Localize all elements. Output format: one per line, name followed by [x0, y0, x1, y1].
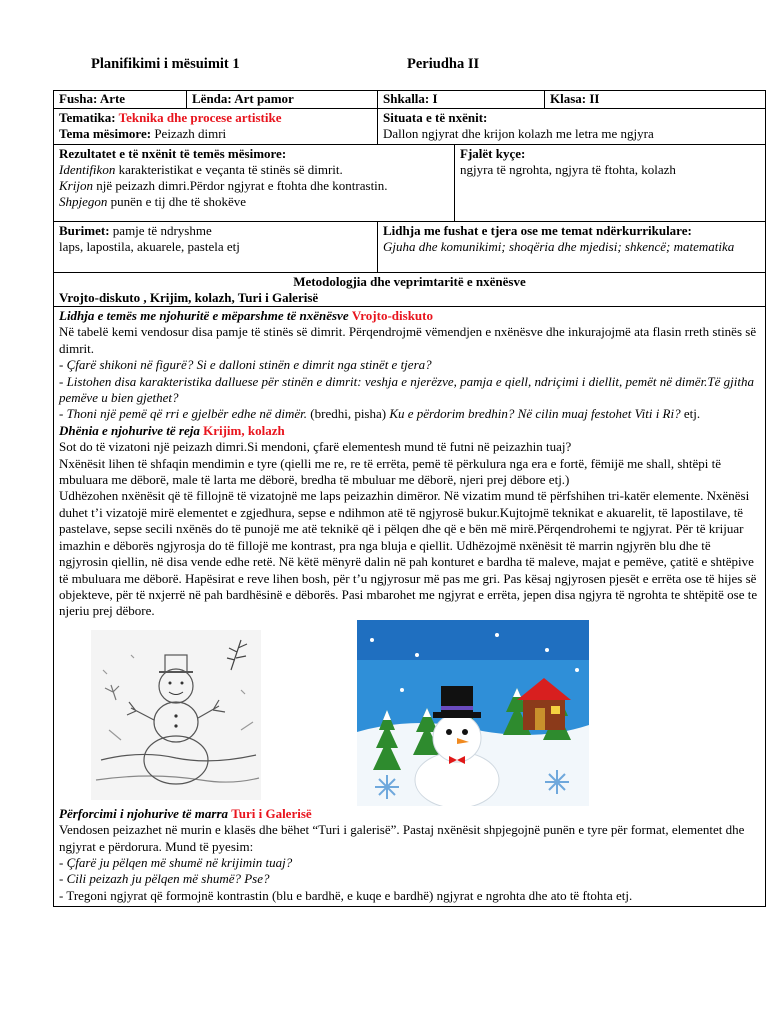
- section1-question-3: - Thoni një pemë që rri e gjelbër edhe në dimër. (bredhi, pisha) Ku e përdorim bredhin? Në cilin muaj festohet Viti i Ri? etj.: [59, 406, 701, 422]
- resources-line2: laps, lapostila, akuarele, pastela etj: [59, 239, 240, 254]
- section2-paragraph-1: Sot do të vizatoni një peizazh dimri.Si mendoni, çfarë elementesh mund të futni në peizazhin tuaj?: [59, 439, 572, 455]
- topic-row: [54, 109, 765, 145]
- methodology-row: [54, 273, 765, 307]
- situation-text: Dallon ngjyrat dhe krijon kolazh me letra me ngjyra: [383, 126, 654, 141]
- keywords-cell: [454, 145, 765, 221]
- keywords-text: ngjyra të ngrohta, ngjyra të ftohta, kolazh: [460, 162, 676, 177]
- methodology-title: Metodologjia dhe veprimtaritë e nxënësve: [293, 274, 526, 289]
- situation-label: Situata e të nxënit:: [383, 110, 488, 125]
- keywords-label: Fjalët kyçe:: [460, 146, 526, 161]
- color-snowman-scene: [357, 620, 589, 806]
- section3-question-3: - Tregoni ngjyrat që formojnë kontrastin (blu e bardhë, e kuqe e bardhë) ngjyrat e ngrohta dhe ato të ftohta etj.: [59, 887, 633, 903]
- outcome-2: Krijon një peizazh dimri.Përdor ngjyrat e ftohta dhe kontrastin.: [59, 178, 388, 193]
- section3-paragraph: Vendosen peizazhet në murin e klasës dhe bëhet “Turi i galerisë”. Pastaj nxënësit shpjegojnë punën e tyre për format, elementet dhe ngjyrat e përdorura. Mund të pyesim:: [59, 822, 745, 854]
- content-row: [54, 307, 765, 906]
- section2-tag: Krijim, kolazh: [203, 422, 285, 438]
- situation-cell: [377, 109, 765, 144]
- subject-cell: Lënda: Art pamor: [186, 91, 377, 108]
- links-cell: [377, 222, 765, 272]
- resources-label: Burimet:: [59, 223, 110, 238]
- lesson-value: Peizazh dimri: [151, 126, 227, 141]
- theme-label: Tematika:: [59, 110, 119, 125]
- section1-question-2: - Listohen disa karakteristika dalluese për stinën e dimrit: veshja e njerëzve, pamja e qiell, ndriçimi i diellit, pemët në dimër.Të gjitha pemëve u bien gjethet?: [59, 373, 755, 406]
- links-text: Gjuha dhe komunikimi; shoqëria dhe mjedisi; shkencë; matematika: [383, 239, 735, 254]
- outcome-3: Shpjegon punën e tij dhe të shokëve: [59, 194, 247, 209]
- section3-heading: Përforcimi i njohurive të marra: [59, 805, 232, 821]
- lesson-label: Tema mësimore:: [59, 126, 152, 141]
- section3-question-1: - Çfarë ju pëlqen më shumë në krijimin tuaj?: [59, 854, 293, 870]
- theme-value: Teknika dhe procese artistike: [118, 110, 282, 125]
- methodology-methods: Vrojto-diskuto , Krijim, kolazh, Turi i Galerisë: [59, 290, 319, 305]
- period-title: Periudha II: [407, 56, 480, 72]
- field-cell: Fusha: Arte: [59, 91, 126, 106]
- info-row: [54, 91, 765, 109]
- outcomes-row: [54, 145, 765, 222]
- section1-tag: Vrojto-diskuto: [351, 308, 433, 323]
- resources-cell: [54, 222, 377, 272]
- level-cell: Shkalla: I: [377, 91, 544, 108]
- section1-heading: Lidhja e temës me njohuritë e mëparshme të nxënësve: [59, 308, 352, 323]
- grade-cell: Klasa: II: [544, 91, 765, 108]
- links-label: Lidhja me fushat e tjera ose me temat ndërkurrikulare:: [383, 223, 692, 238]
- resources-row: [54, 222, 765, 273]
- illustrations: [59, 620, 760, 806]
- section1-paragraph: Në tabelë kemi vendosur disa pamje të stinës së dimrit. Përqendrojmë vëmendjen e nxënësve dhe inkurajojmë ata flasin rreth stinës së dimrit.: [59, 324, 757, 356]
- section2-heading: Dhënia e njohurive të reja: [59, 422, 204, 438]
- section3-tag: Turi i Galerisë: [231, 805, 312, 821]
- section3-question-2: - Cili peizazh ju pëlqen më shumë? Pse?: [59, 871, 270, 887]
- outcomes-label: Rezultatet e të nxënit të temës mësimore:: [59, 146, 287, 161]
- pencil-snowman-sketch: [91, 630, 261, 800]
- section2-paragraph-2: Nxënësit lihen të shfaqin mendimin e tyre (qielli me re, re të errëta, pemë të përkulura nga era e fortë, fëmijë me shall, shtëpi të mbuluara me dëborë, male të larta me dëborë, bredha të mbuluar me dëborë, njeri prej dëbore etj.): [59, 455, 722, 488]
- content-cell: [54, 307, 765, 906]
- section2-paragraph-3: Udhëzohen nxënësit që të fillojnë të vizatojnë me laps peizazhin dimëror. Në vizatim mund të përfshihen tri-katër elemente. Nxënësi duhet t’i vizatojë mirë elementet e zgjedhura, sepse e ndihmon atë të ngjyrosë bukur.Kujtojmë teknikat e akuarelit, të lapostilave, të pastelave, sepse secili nxënës do të punojë me atë teknikë që i pëlqen dhe që e bën më mirë.Përqendrohemi te ngjyrat. Për të krijuar imazhin e dëborës ngjyrosja do të fillojë me kontrast, pra nga bluja e qiellit. Udhëzojmë nxënësit të marrin ngjyrën blu dhe të ngjyrosin qiellin, në disa vende edhe retë. Në këtë mënyrë dalin në pah konturet e bardha të maleve, majat e pemëve, çatitë e shtëpive të mbuluara me dëborë. Hapësirat e reve lihen bosh, për t’u ngjyrosur më pas me gri. Pas kësaj ngjyrosen pjesët e errëta ose të hijes së objekteve, për të nxjerrë në pah bardhësinë e dëborës. Pasi mbarohet me ngjyrat e errëta, jepen disa ngjyra të ngrohta te shtëpitë ose te njeriu prej dëbore.: [59, 488, 758, 619]
- outcomes-cell: [54, 145, 454, 221]
- outcome-1: Identifikon karakteristikat e veçanta të stinës së dimrit.: [59, 162, 343, 177]
- section1-question-1: - Çfarë shikoni në figurë? Si e dalloni stinën e dimrit nga stinët e tjera?: [59, 357, 432, 373]
- resources-line1: pamje të ndryshme: [109, 223, 212, 238]
- topic-cell: [54, 109, 377, 144]
- lesson-plan-table: [53, 90, 766, 907]
- plan-title: Planifikimi i mësuimit 1: [91, 56, 240, 72]
